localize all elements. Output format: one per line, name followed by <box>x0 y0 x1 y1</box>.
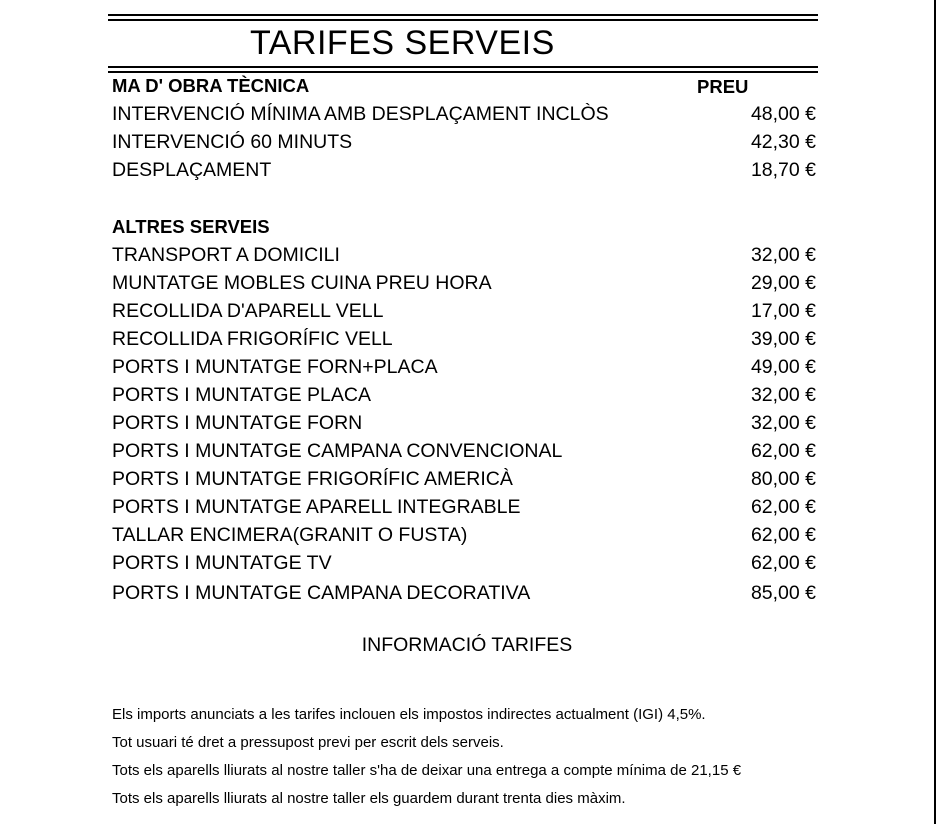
service-label: PORTS I MUNTATGE PLACA <box>112 384 371 406</box>
service-label: DESPLAÇAMENT <box>112 159 272 181</box>
service-label: PORTS I MUNTATGE TV <box>112 552 332 574</box>
section-heading-other-services <box>112 213 816 241</box>
info-note: Tot usuari té dret a pressupost previ per escrit dels serveis. <box>112 734 504 751</box>
service-price: 62,00 € <box>750 440 816 462</box>
service-label: TRANSPORT A DOMICILI <box>112 244 340 266</box>
service-label: PORTS I MUNTATGE FORN+PLACA <box>112 356 438 378</box>
price-column-heading: PREU <box>697 76 749 97</box>
price-row <box>112 409 816 437</box>
price-row <box>112 465 816 493</box>
service-price: 62,00 € <box>750 524 816 546</box>
service-price: 39,00 € <box>750 328 816 350</box>
top-rule-1 <box>108 14 818 16</box>
service-price: 42,30 € <box>750 131 816 153</box>
service-price: 49,00 € <box>750 356 816 378</box>
service-label: PORTS I MUNTATGE FRIGORÍFIC AMERICÀ <box>112 468 513 490</box>
page-title: TARIFES SERVEIS <box>250 24 555 62</box>
service-label: PORTS I MUNTATGE CAMPANA DECORATIVA <box>112 582 531 604</box>
price-row <box>112 241 816 269</box>
service-label: PORTS I MUNTATGE CAMPANA CONVENCIONAL <box>112 440 563 462</box>
price-row <box>112 437 816 465</box>
service-price: 32,00 € <box>750 384 816 406</box>
price-row <box>112 353 816 381</box>
price-row <box>112 100 816 128</box>
service-label: RECOLLIDA D'APARELL VELL <box>112 300 384 322</box>
service-price: 18,70 € <box>750 159 816 181</box>
price-row <box>112 493 816 521</box>
price-row <box>112 579 816 607</box>
service-label: MUNTATGE MOBLES CUINA PREU HORA <box>112 272 492 294</box>
service-price: 80,00 € <box>750 468 816 490</box>
service-label: PORTS I MUNTATGE FORN <box>112 412 363 434</box>
info-note: Tots els aparells lliurats al nostre taller els guardem durant trenta dies màxim. <box>112 790 626 807</box>
price-row <box>112 549 816 577</box>
info-note: Els imports anunciats a les tarifes inclouen els impostos indirectes actualment (IGI) 4,5%. <box>112 706 706 723</box>
price-row <box>112 521 816 549</box>
price-row <box>112 381 816 409</box>
service-price: 62,00 € <box>750 552 816 574</box>
service-price: 29,00 € <box>750 272 816 294</box>
service-price: 32,00 € <box>750 244 816 266</box>
info-note: Tots els aparells lliurats al nostre taller s'ha de deixar una entrega a compte mínima de 21,15 € <box>112 762 742 779</box>
service-label: INTERVENCIÓ MÍNIMA AMB DESPLAÇAMENT INCLÒS <box>112 103 609 125</box>
service-label: TALLAR ENCIMERA(GRANIT O FUSTA) <box>112 524 468 546</box>
service-label: RECOLLIDA FRIGORÍFIC VELL <box>112 328 393 350</box>
title-rule-1 <box>108 66 818 68</box>
price-row <box>112 128 816 156</box>
service-price: 32,00 € <box>750 412 816 434</box>
price-row <box>112 269 816 297</box>
price-row <box>112 297 816 325</box>
price-row <box>112 325 816 353</box>
section-heading-label: MA D' OBRA TÈCNICA <box>112 75 310 96</box>
service-label: INTERVENCIÓ 60 MINUTS <box>112 131 353 153</box>
page-border-right <box>934 0 936 824</box>
service-price: 85,00 € <box>750 582 816 604</box>
service-price: 17,00 € <box>750 300 816 322</box>
service-price: 62,00 € <box>750 496 816 518</box>
service-label: PORTS I MUNTATGE APARELL INTEGRABLE <box>112 496 521 518</box>
info-heading: INFORMACIÓ TARIFES <box>361 634 573 656</box>
service-price: 48,00 € <box>750 103 816 125</box>
price-row <box>112 156 816 184</box>
top-rule-2 <box>108 19 818 21</box>
section-heading-label: ALTRES SERVEIS <box>112 216 270 237</box>
